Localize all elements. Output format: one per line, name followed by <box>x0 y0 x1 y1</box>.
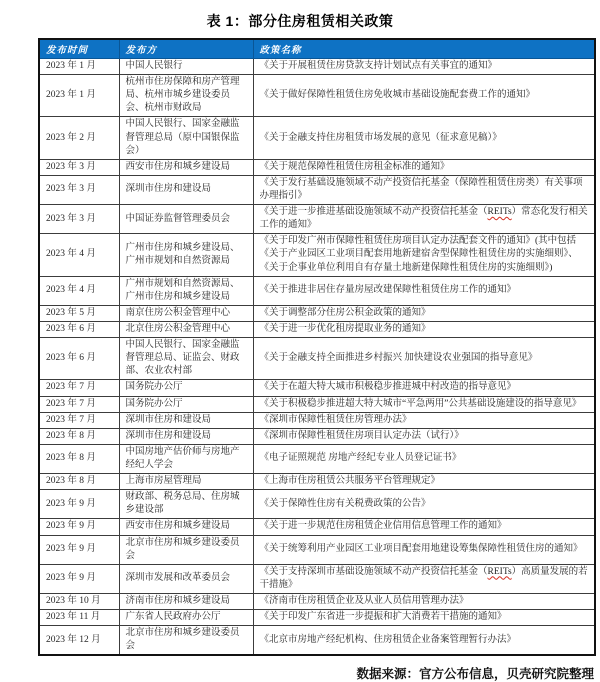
cell-policy: 《关于积极稳步推进超大特大城市“平急两用”公共基础设施建设的指导意见》 <box>253 396 595 412</box>
table-row <box>39 396 595 412</box>
cell-policy: 《电子证照规范 房地产经纪专业人员登记证书》 <box>253 444 595 473</box>
cell-date: 2023 年 7 月 <box>39 396 119 412</box>
cell-date: 2023 年 7 月 <box>39 380 119 396</box>
cell-publisher: 财政部、税务总局、住房城乡建设部 <box>119 490 253 519</box>
cell-policy: 《关于规范保障性租赁住房租金标准的通知》 <box>253 159 595 175</box>
table-body <box>39 59 595 656</box>
table-row <box>39 75 595 117</box>
cell-date: 2023 年 4 月 <box>39 234 119 276</box>
table-row <box>39 519 595 535</box>
table-row <box>39 117 595 159</box>
table-row <box>39 428 595 444</box>
table-row <box>39 380 595 396</box>
cell-date: 2023 年 2 月 <box>39 117 119 159</box>
cell-policy: 《北京市房地产经纪机构、住房租赁企业备案管理暂行办法》 <box>253 626 595 656</box>
cell-publisher: 北京住房公积金管理中心 <box>119 321 253 337</box>
cell-policy: 《济南市住房租赁企业及从业人员信用管理办法》 <box>253 593 595 609</box>
cell-policy: 《关于在超大特大城市积极稳步推进城中村改造的指导意见》 <box>253 380 595 396</box>
cell-publisher: 济南市住房和城乡建设局 <box>119 593 253 609</box>
cell-publisher: 南京住房公积金管理中心 <box>119 305 253 321</box>
cell-publisher: 国务院办公厅 <box>119 380 253 396</box>
table-title: 表 1：部分住房租赁相关政策 <box>206 13 394 29</box>
cell-publisher: 中国房地产估价师与房地产经纪人学会 <box>119 444 253 473</box>
header-date: 发布时间 <box>39 39 119 59</box>
reits-spellcheck-underline: REITs <box>487 566 512 577</box>
cell-date: 2023 年 9 月 <box>39 519 119 535</box>
table-row <box>39 59 595 75</box>
table-row <box>39 626 595 656</box>
cell-date: 2023 年 6 月 <box>39 338 119 380</box>
table-row <box>39 305 595 321</box>
cell-date: 2023 年 9 月 <box>39 564 119 593</box>
cell-policy: 《关于金融支持全面推进乡村振兴 加快建设农业强国的指导意见》 <box>253 338 595 380</box>
cell-publisher: 中国人民银行、国家金融监督管理总局、证监会、财政部、农业农村部 <box>119 338 253 380</box>
table-row <box>39 412 595 428</box>
cell-publisher: 北京市住房和城乡建设委员会 <box>119 626 253 656</box>
cell-policy: 《深圳市保障性租赁住房项目认定办法（试行）》 <box>253 428 595 444</box>
table-header <box>39 39 595 59</box>
cell-publisher: 杭州市住房保障和房产管理局、杭州市城乡建设委员会、杭州市财政局 <box>119 75 253 117</box>
cell-date: 2023 年 1 月 <box>39 75 119 117</box>
table-row <box>39 564 595 593</box>
cell-policy: 《上海市住房租赁公共服务平台管理规定》 <box>253 474 595 490</box>
table-row <box>39 159 595 175</box>
header-row <box>39 39 595 59</box>
cell-date: 2023 年 5 月 <box>39 305 119 321</box>
cell-publisher: 西安市住房和城乡建设局 <box>119 159 253 175</box>
cell-policy: 《关于开展租赁住房贷款支持计划试点有关事宜的通知》 <box>253 59 595 75</box>
cell-policy: 《关于做好保障性租赁住房免收城市基础设施配套费工作的通知》 <box>253 75 595 117</box>
cell-date: 2023 年 6 月 <box>39 321 119 337</box>
cell-policy: 《关于金融支持住房租赁市场发展的意见（征求意见稿）》 <box>253 117 595 159</box>
policy-table <box>38 38 596 656</box>
table-row <box>39 234 595 276</box>
cell-date: 2023 年 8 月 <box>39 474 119 490</box>
cell-date: 2023 年 4 月 <box>39 276 119 305</box>
cell-policy: 《关于进一步优化租房提取业务的通知》 <box>253 321 595 337</box>
cell-date: 2023 年 3 月 <box>39 159 119 175</box>
cell-publisher: 广州市规划和自然资源局、广州市住房和城乡建设局 <box>119 276 253 305</box>
table-row <box>39 474 595 490</box>
reits-spellcheck-underline: REITs <box>487 207 512 218</box>
cell-publisher: 深圳市住房和建设局 <box>119 175 253 204</box>
cell-date: 2023 年 1 月 <box>39 59 119 75</box>
cell-policy: 《关于印发广州市保障性租赁住房项目认定办法配套文件的通知》(其中包括《关于产业园区工业项目配套用地新建宿舍型保障性租赁住房的实施细则》、《关于企事业单位利用自有存量土地新建保障性租赁住房的实施细则》) <box>253 234 595 276</box>
cell-policy: 《关于推进非居住存量房屋改建保障性租赁住房工作的通知》 <box>253 276 595 305</box>
cell-publisher: 广东省人民政府办公厅 <box>119 610 253 626</box>
table-row <box>39 490 595 519</box>
header-publisher: 发布方 <box>119 39 253 59</box>
cell-publisher: 西安市住房和城乡建设局 <box>119 519 253 535</box>
table-row <box>39 593 595 609</box>
cell-publisher: 中国证券监督管理委员会 <box>119 205 253 234</box>
cell-policy: 《关于调整部分住房公积金政策的通知》 <box>253 305 595 321</box>
cell-publisher: 深圳市住房和建设局 <box>119 428 253 444</box>
cell-publisher: 广州市住房和城乡建设局、广州市规划和自然资源局 <box>119 234 253 276</box>
cell-date: 2023 年 3 月 <box>39 205 119 234</box>
table-row <box>39 276 595 305</box>
table-row <box>39 338 595 380</box>
table-row <box>39 321 595 337</box>
cell-date: 2023 年 11 月 <box>39 610 119 626</box>
cell-date: 2023 年 8 月 <box>39 444 119 473</box>
cell-publisher: 深圳市发展和改革委员会 <box>119 564 253 593</box>
cell-policy: 《关于发行基础设施领域不动产投资信托基金（保障性租赁住房类）有关事项办理指引》 <box>253 175 595 204</box>
cell-date: 2023 年 9 月 <box>39 535 119 564</box>
cell-publisher: 上海市房屋管理局 <box>119 474 253 490</box>
cell-policy: 《关于进一步推进基础设施领域不动产投资信托基金（REITs）常态化发行相关工作的通知》 <box>253 205 595 234</box>
cell-date: 2023 年 7 月 <box>39 412 119 428</box>
data-source-note: 数据来源：官方公布信息，贝壳研究院整理 <box>356 667 594 682</box>
cell-date: 2023 年 12 月 <box>39 626 119 656</box>
table-row <box>39 175 595 204</box>
cell-policy: 《关于印发广东省进一步提振和扩大消费若干措施的通知》 <box>253 610 595 626</box>
cell-date: 2023 年 8 月 <box>39 428 119 444</box>
cell-publisher: 北京市住房和城乡建设委员会 <box>119 535 253 564</box>
table-row <box>39 535 595 564</box>
table-row <box>39 444 595 473</box>
cell-publisher: 国务院办公厅 <box>119 396 253 412</box>
cell-policy: 《关于支持深圳市基础设施领域不动产投资信托基金（REITs）高质量发展的若干措施》 <box>253 564 595 593</box>
cell-date: 2023 年 3 月 <box>39 175 119 204</box>
cell-date: 2023 年 10 月 <box>39 593 119 609</box>
cell-publisher: 深圳市住房和建设局 <box>119 412 253 428</box>
cell-date: 2023 年 9 月 <box>39 490 119 519</box>
table-row <box>39 205 595 234</box>
cell-policy: 《关于保障性住房有关税费政策的公告》 <box>253 490 595 519</box>
table-row <box>39 610 595 626</box>
cell-policy: 《关于统筹利用产业园区工业项目配套用地建设筹集保障性租赁住房的通知》 <box>253 535 595 564</box>
cell-policy: 《深圳市保障性租赁住房管理办法》 <box>253 412 595 428</box>
cell-policy: 《关于进一步规范住房租赁企业信用信息管理工作的通知》 <box>253 519 595 535</box>
cell-publisher: 中国人民银行 <box>119 59 253 75</box>
header-policy: 政策名称 <box>253 39 595 59</box>
cell-publisher: 中国人民银行、国家金融监督管理总局（原中国银保监会） <box>119 117 253 159</box>
